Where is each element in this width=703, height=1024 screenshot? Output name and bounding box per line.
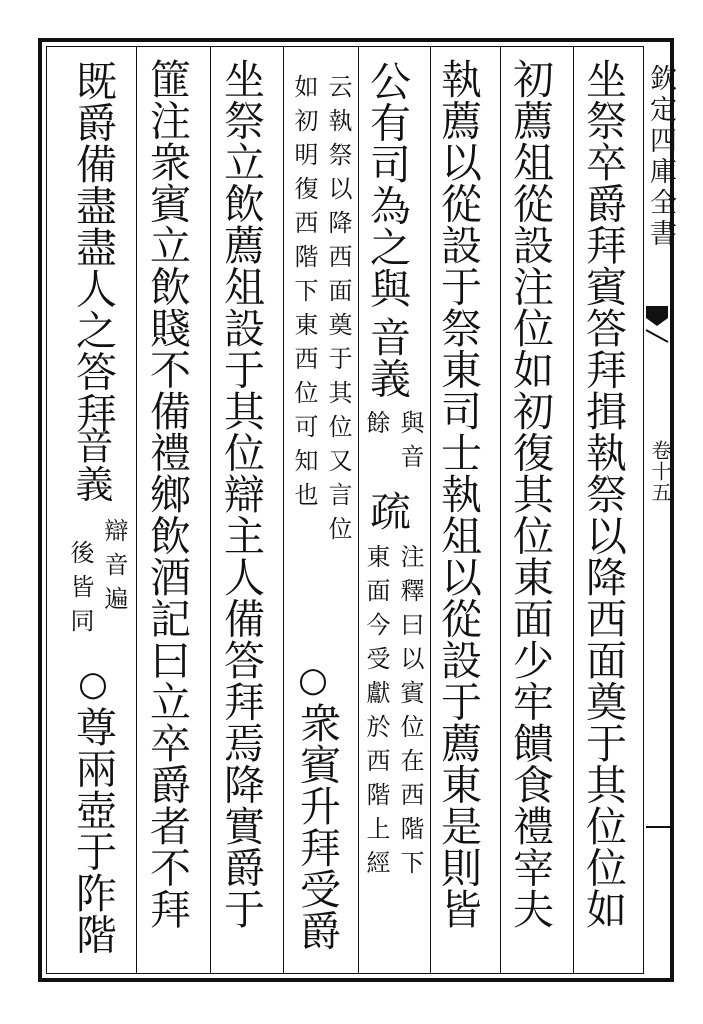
column-rule: [430, 47, 431, 973]
text-column-8-main: 既爵備盡盡人之答拜: [69, 60, 117, 434]
text-column-4-main: 公有司為之與: [363, 60, 411, 309]
note-column-4b: 餘: [362, 410, 390, 444]
column-rule: [500, 47, 501, 973]
text-column-1: 坐祭卒爵拜賓答拜揖執祭以降西面奠于其位位如: [579, 58, 627, 930]
text-column-7: 篚注衆賓立飲賤不備禮鄉飲酒記曰立卒爵者不拜: [143, 58, 191, 930]
note-column-8b: 後皆同: [66, 540, 94, 642]
note-column-4a: 與音: [396, 410, 424, 478]
column-rule: [358, 47, 359, 973]
margin-tick: [646, 826, 670, 828]
text-column-4-yinyi: 音義: [363, 316, 411, 399]
book-title: 欽定四庫全書: [645, 64, 676, 250]
note-column-4c: 注釋曰以賓位在西階下: [396, 544, 424, 884]
note-column-4d: 東面今受獻於西階上經: [362, 544, 390, 884]
text-column-4-shu: 疏: [363, 490, 411, 532]
column-rule: [210, 47, 211, 973]
column-rule: [573, 47, 574, 973]
fish-tail-mark-icon: [644, 304, 670, 344]
column-rule: [283, 47, 284, 973]
circle-mark: ○: [293, 660, 333, 701]
note-column-8a: 辯音遍: [100, 518, 128, 620]
text-column-8-end: 尊兩壺于阼階: [69, 706, 117, 955]
text-column-2: 初薦俎從設注位如初復其位東面少牢饋食禮宰夫: [506, 58, 554, 930]
note-column-5a: 云執祭以降西面奠于其位又言位: [324, 74, 352, 550]
note-column-5b: 如初明復西階下東西位可知也: [290, 74, 318, 516]
volume-number: 卷十五: [648, 440, 672, 503]
text-column-6: 坐祭立飲薦俎設于其位辯主人備答拜焉降實爵于: [217, 58, 265, 930]
text-column-5-main: 衆賓升拜受爵: [293, 702, 341, 951]
circle-mark: ○: [73, 664, 113, 705]
text-column-3: 執薦以從設于祭東司士執俎以從設于薦東是則皆: [434, 58, 482, 930]
text-column-8-yinyi: 音義: [69, 426, 113, 503]
column-rule: [136, 47, 137, 973]
